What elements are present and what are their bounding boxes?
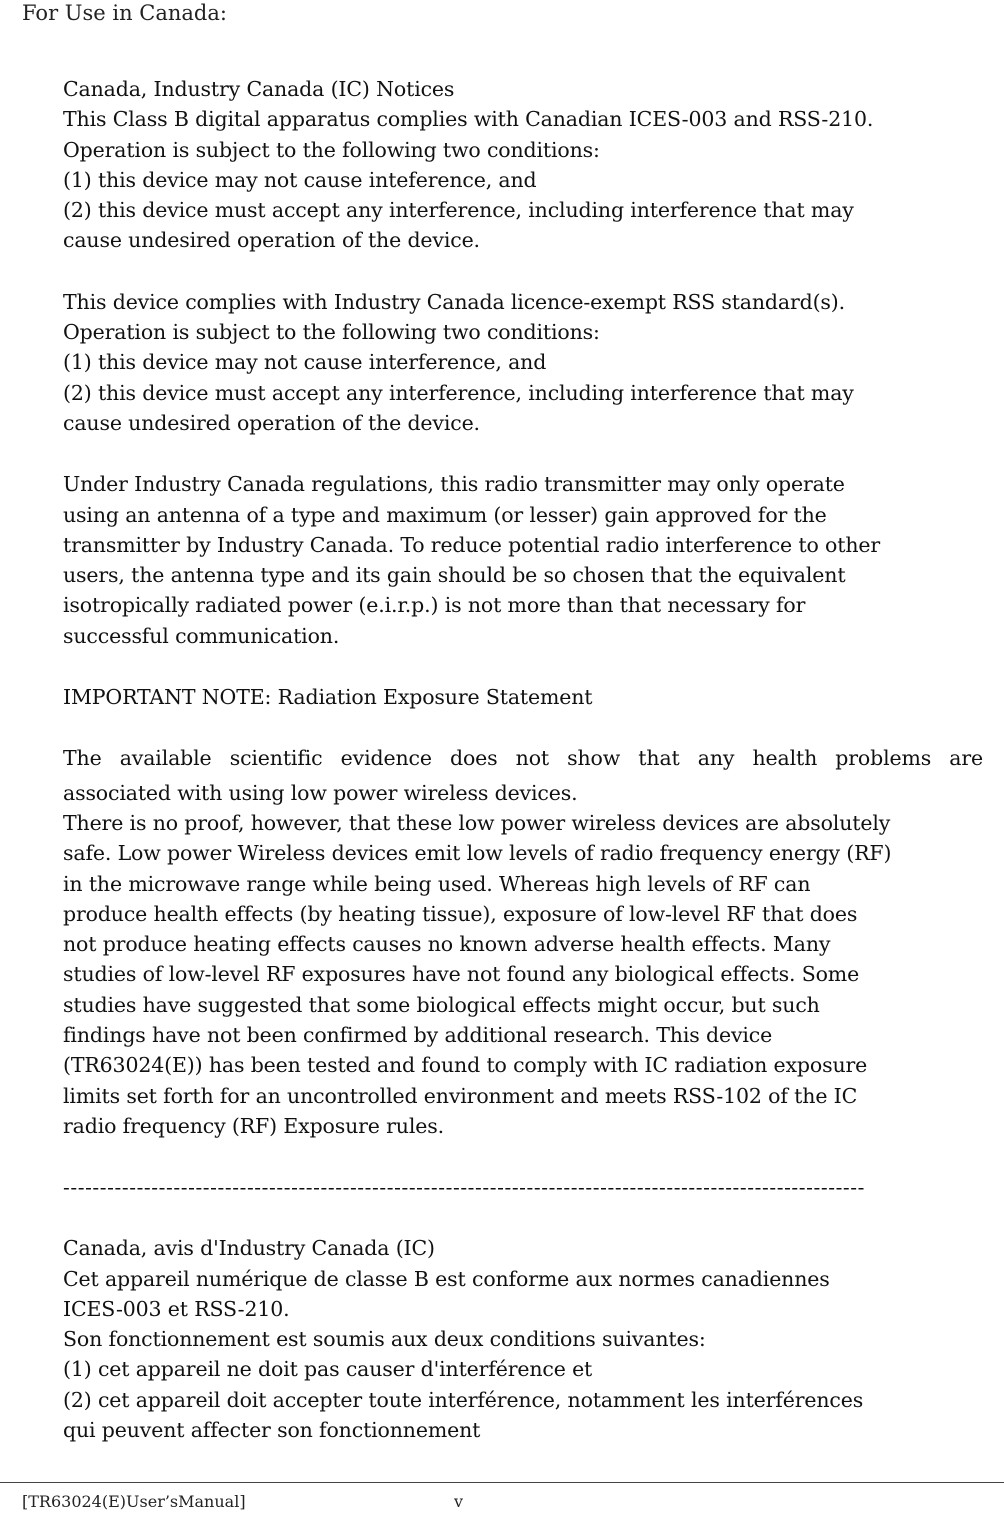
radiation-intro-line: The available scientific evidence does not show that any health problems are (63, 746, 983, 771)
french-line: qui peuvent affecter son fonctionnement (63, 1417, 481, 1442)
ic-para1-line: (2) this device must accept any interference, including interference that may (63, 198, 854, 223)
footer-rule (0, 1482, 1004, 1483)
ic-para2-line: Operation is subject to the following two conditions: (63, 320, 600, 345)
ic-para1-line: This Class B digital apparatus complies with Canadian ICES-003 and RSS-210. (63, 107, 874, 132)
french-line: (1) cet appareil ne doit pas causer d'interférence et (63, 1357, 593, 1382)
ic-para3-line: Under Industry Canada regulations, this radio transmitter may only operate (63, 472, 845, 497)
ic-para3-line: users, the antenna type and its gain should be so chosen that the equivalent (63, 563, 846, 588)
french-heading: Canada, avis d'Industry Canada (IC) (63, 1236, 435, 1261)
paragraph-spacer (63, 651, 988, 682)
footer-manual-name: [TR63024(E)User’sManual] (22, 1492, 246, 1511)
radiation-body-line: limits set forth for an uncontrolled environment and meets RSS-102 of the IC (63, 1083, 858, 1108)
ic-para3-line: successful communication. (63, 623, 340, 648)
paragraph-spacer (63, 438, 988, 469)
radiation-body-line: (TR63024(E)) has been tested and found to comply with IC radiation exposure (63, 1053, 868, 1078)
ic-para1-line: cause undesired operation of the device. (63, 228, 480, 253)
french-line: (2) cet appareil doit accepter toute interférence, notamment les interférences (63, 1387, 864, 1412)
paragraph-spacer (63, 1202, 988, 1233)
radiation-body-line: in the microwave range while being used. Whereas high levels of RF can (63, 871, 811, 896)
paragraph-spacer (63, 256, 988, 287)
radiation-intro-line: associated with using low power wireless devices. (63, 780, 578, 805)
page-header: For Use in Canada: (22, 1, 227, 25)
radiation-body-line: safe. Low power Wireless devices emit low levels of radio frequency energy (RF) (63, 841, 892, 866)
radiation-heading: IMPORTANT NOTE: Radiation Exposure Statement (63, 685, 593, 710)
radiation-body-line: studies have suggested that some biological effects might occur, but such (63, 992, 820, 1017)
footer-page-number: v (454, 1492, 464, 1511)
section-divider: ------------------------------------------------------------------------------------------------------------- (63, 1175, 866, 1200)
french-line: ICES-003 et RSS-210. (63, 1296, 290, 1321)
ic-notices-heading: Canada, Industry Canada (IC) Notices (63, 77, 455, 101)
paragraph-spacer (63, 1141, 988, 1172)
ic-para2-line: This device complies with Industry Canada licence-exempt RSS standard(s). (63, 289, 846, 314)
radiation-body-line: produce health effects (by heating tissue), exposure of low-level RF that does (63, 901, 858, 926)
ic-para2-line: (2) this device must accept any interference, including interference that may (63, 380, 854, 405)
ic-para2-line: cause undesired operation of the device. (63, 410, 480, 435)
radiation-body-line: findings have not been confirmed by additional research. This device (63, 1023, 773, 1048)
ic-para3-line: using an antenna of a type and maximum (or lesser) gain approved for the (63, 502, 827, 527)
radiation-body-line: There is no proof, however, that these low power wireless devices are absolutely (63, 810, 891, 835)
ic-para1-line: (1) this device may not cause inteference, and (63, 167, 537, 192)
french-line: Cet appareil numérique de classe B est conforme aux normes canadiennes (63, 1266, 830, 1291)
ic-para2-line: (1) this device may not cause interference, and (63, 350, 547, 375)
document-body (63, 74, 988, 1445)
ic-para3-line: transmitter by Industry Canada. To reduce potential radio interference to other (63, 532, 880, 557)
french-line: Son fonctionnement est soumis aux deux conditions suivantes: (63, 1327, 706, 1352)
radiation-body-line: radio frequency (RF) Exposure rules. (63, 1113, 444, 1138)
ic-para3-line: isotropically radiated power (e.i.r.p.) is not more than that necessary for (63, 593, 806, 618)
radiation-body-line: not produce heating effects causes no known adverse health effects. Many (63, 932, 831, 957)
radiation-body-line: studies of low-level RF exposures have not found any biological effects. Some (63, 962, 860, 987)
paragraph-spacer (63, 712, 988, 743)
ic-para1-line: Operation is subject to the following two conditions: (63, 137, 600, 162)
